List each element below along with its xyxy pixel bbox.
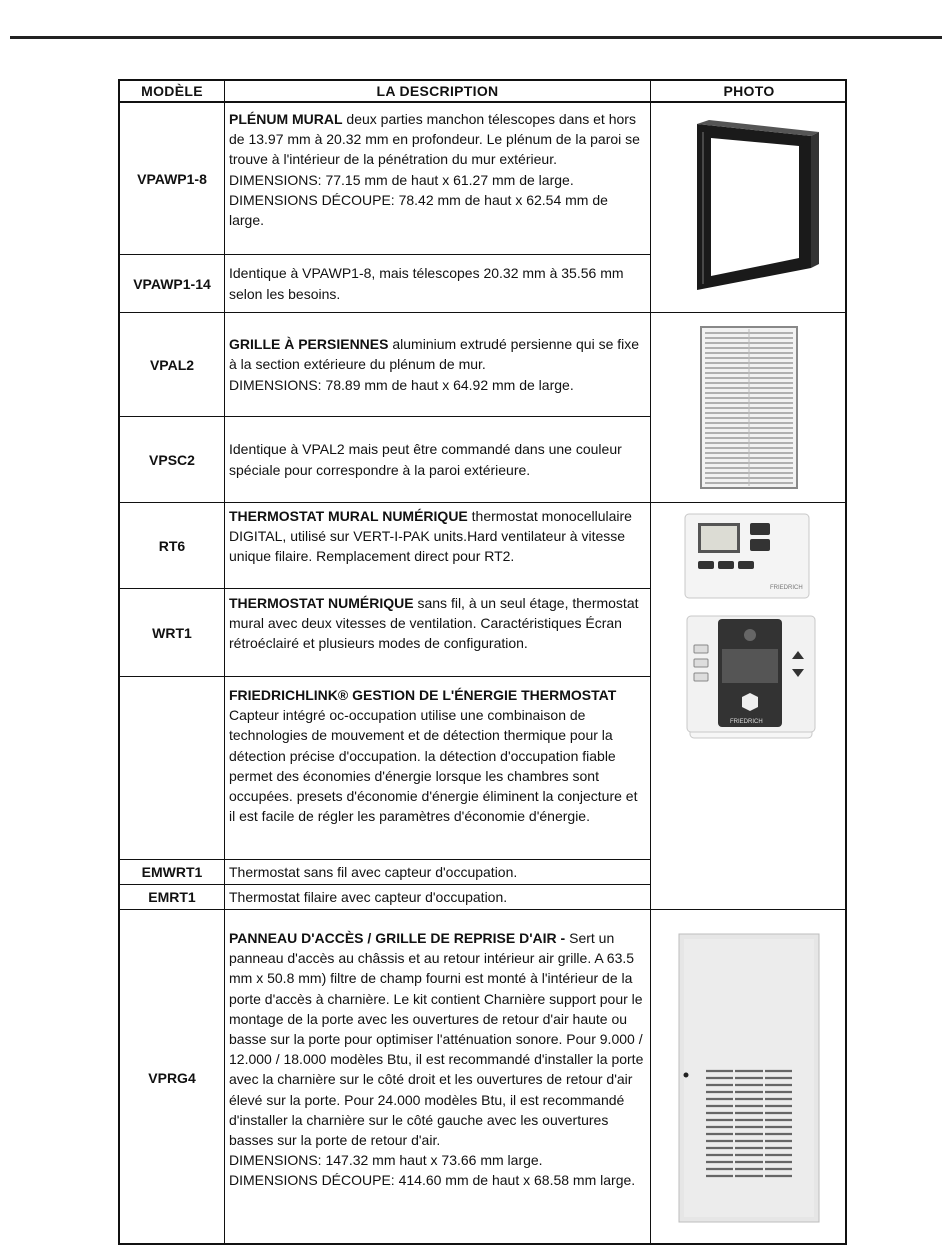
desc-text: deux parties manchon télescopes dans et hors de 13.97 mm à 20.32 mm en profondeur. Le plénum de la paroi se trouve à l'intérieur de la pénétration du mur extérieur.	[229, 111, 640, 168]
model-rt6: RT6	[120, 503, 225, 589]
model-vpawp1-8: VPAWP1-8	[120, 103, 225, 255]
rt6-thermostat-image	[684, 513, 810, 599]
rt6-brand-label: FRIEDRICH	[770, 585, 803, 591]
louver-grille-image	[699, 325, 799, 490]
desc-lead: PANNEAU D'ACCÈS / GRILLE DE REPRISE D'AIR -	[229, 930, 566, 946]
photo-thermostats	[651, 503, 847, 910]
desc-lead: FRIEDRICHLINK® GESTION DE L'ÉNERGIE THERMOSTAT	[229, 687, 617, 703]
header-model: MODÈLE	[120, 81, 225, 103]
desc-vpawp1-8	[225, 103, 651, 255]
desc-dimensions: DIMENSIONS: 147.32 mm haut x 73.66 mm large.	[229, 1152, 543, 1169]
header-photo: PHOTO	[651, 81, 847, 103]
model-friedrichlink-blank	[120, 677, 225, 860]
desc-text: thermostat monocellulaire DIGITAL, utilisé sur VERT-I-PAK units.Hard ventilateur à vitesse unique filaire. Remplacement direct pour RT2.	[229, 508, 632, 565]
desc-lead: THERMOSTAT MURAL NUMÉRIQUE	[229, 508, 468, 524]
desc-text: Identique à VPAL2 mais peut être commandé dans une couleur spéciale pour correspondre à la paroi extérieure.	[229, 441, 622, 478]
photo-access-panel	[651, 910, 847, 1245]
access-panel-image	[678, 933, 820, 1223]
desc-text: aluminium extrudé persienne qui se fixe à la section extérieure du plénum de mur.	[229, 336, 640, 373]
desc-text: Thermostat filaire avec capteur d'occupation.	[229, 888, 508, 905]
desc-cut-dimensions: DIMENSIONS DÉCOUPE: 414.60 mm de haut x 68.58 mm large.	[229, 1172, 636, 1189]
desc-emrt1	[225, 885, 651, 910]
top-rule	[10, 36, 942, 39]
header-description: LA DESCRIPTION	[225, 81, 651, 103]
desc-vpawp1-14	[225, 255, 651, 313]
desc-text: Identique à VPAWP1-8, mais télescopes 20.32 mm à 35.56 mm selon les besoins.	[229, 265, 624, 302]
desc-lead: GRILLE À PERSIENNES	[229, 336, 389, 353]
desc-vpal2	[225, 313, 651, 417]
model-emrt1: EMRT1	[120, 885, 225, 910]
photo-louver-grille	[651, 313, 847, 503]
photo-wall-plenum	[651, 103, 847, 313]
desc-rt6	[225, 503, 651, 589]
model-vpal2: VPAL2	[120, 313, 225, 417]
model-wrt1: WRT1	[120, 589, 225, 677]
desc-text: Capteur intégré oc-occupation utilise une combinaison de technologies de mouvement et de détection thermique pour la détection précise d'occupation. la détection d'occupation fiable permet des économies d'énergie lorsque les chambres sont occupées. presets d'économie d'énergie éliminent la conjecture et il est facile de régler les paramètres d'économie d'énergie.	[229, 707, 638, 825]
desc-wrt1	[225, 589, 651, 677]
desc-vpsc2	[225, 417, 651, 503]
model-emwrt1: EMWRT1	[120, 860, 225, 885]
desc-text: sans fil, à un seul étage, thermostat mural avec deux vitesses de ventilation. Caractéristiques Écran rétroéclairé et plusieurs modes de configuration.	[229, 595, 639, 652]
desc-lead: THERMOSTAT NUMÉRIQUE	[229, 595, 414, 611]
emwrt1-brand-label: FRIEDRICH	[730, 719, 763, 725]
desc-dimensions: DIMENSIONS: 78.89 mm de haut x 64.92 mm de large.	[229, 376, 574, 393]
desc-dimensions: DIMENSIONS: 77.15 mm de haut x 61.27 mm de large.	[229, 171, 574, 188]
model-vprg4: VPRG4	[120, 910, 225, 1245]
accessories-table	[118, 79, 847, 1245]
desc-lead: PLÉNUM MURAL	[229, 111, 343, 127]
desc-text: Thermostat sans fil avec capteur d'occupation.	[229, 863, 518, 880]
desc-emwrt1	[225, 860, 651, 885]
desc-vprg4	[225, 910, 651, 1245]
wall-plenum-image	[679, 118, 819, 298]
emwrt1-thermostat-image	[686, 615, 816, 733]
desc-text: Sert un panneau d'accès au châssis et au retour intérieur air grille. A 63.5 mm x 50.8 mm) filtre de champ fourni est monté à l'intérieur de la porte d'accès à charnière. Le kit contient Charnière support pour le montage de la porte avec les ouvertures de retour d'air haute ou basse sur la porte pour optimiser l'atténuation sonore. Pour 9.000 / 12.000 / 18.000 modèles Btu, il est recommandé d'installer la porte avec la charnière sur le côté droit et les ouvertures de retour d'air élevé sur la porte. Pour 24.000 modèles Btu, il est recommandé d'installer la charnière sur le côté gauche avec les ouvertures basses sur la porte de retour d'air.	[229, 930, 644, 1149]
desc-friedrichlink	[225, 677, 651, 860]
desc-cut-dimensions: DIMENSIONS DÉCOUPE: 78.42 mm de haut x 62.54 mm de large.	[229, 191, 608, 229]
model-vpsc2: VPSC2	[120, 417, 225, 503]
model-vpawp1-14: VPAWP1-14	[120, 255, 225, 313]
